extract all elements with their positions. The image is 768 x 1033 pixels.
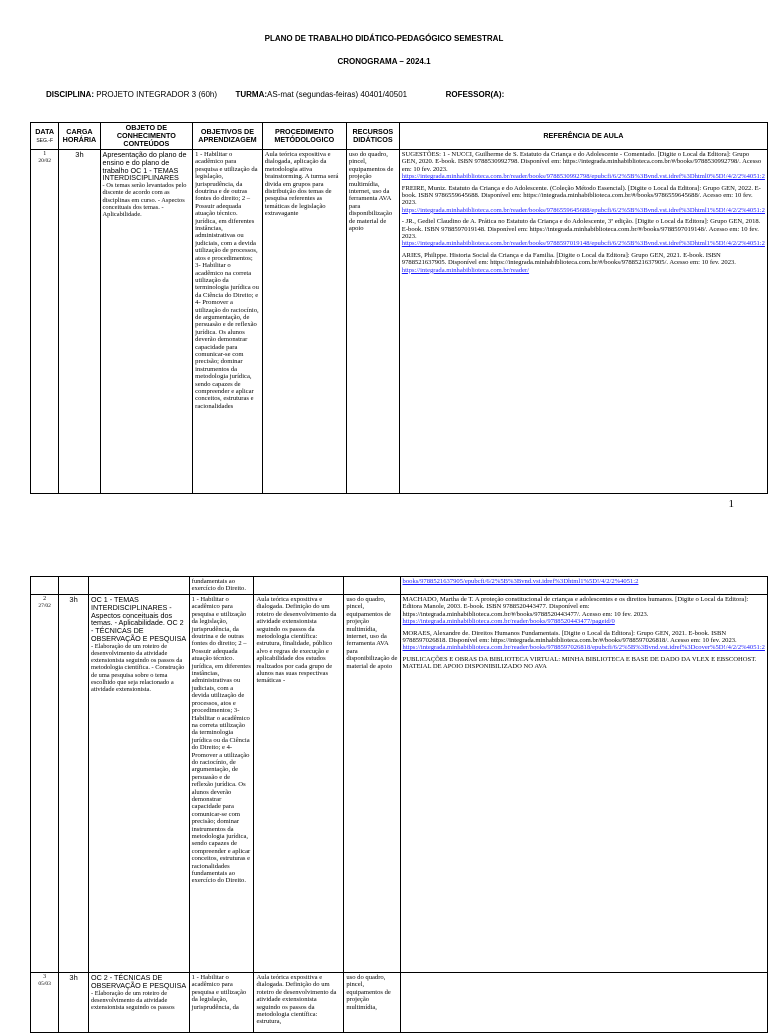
page-number: 1 <box>728 498 734 510</box>
objeto-cell: OC 1 - TEMAS INTERDISCIPLINARES - Aspectos conceituais dos temas. - Aplicabilidade. OC 2 - TÉCNICAS DE OBSERVAÇÃO E PESQUISA - Elaboração de um roteiro de desenvolvimento da atividade extensionista seguindo os passos da metodologia científica. - Construção de uma pesquisa sobre o tema escolhido que seja relacionado a atividade extensionista. <box>89 595 190 973</box>
document-subtitle: CRONOGRAMA – 2024.1 <box>337 57 431 66</box>
recursos-cell: uso do quadro, pincel, equipamentos de projeção multimídia, <box>344 973 400 1033</box>
date-cell: 1 20/02 <box>31 150 59 494</box>
reference-link[interactable]: books/9788521637905/epubcfi/6/2%5B%3Bvnd.vst.idref%3Dhtml1%5D!/4/2/2%4051:2 <box>402 578 639 585</box>
date-cell: 3 05/03 <box>31 973 59 1033</box>
turma-label: TURMA: <box>235 90 268 99</box>
col-data-header: DATA SEG.-F <box>31 123 59 150</box>
disciplina-value: PROJETO INTEGRADOR 3 (60h) <box>96 90 217 99</box>
reference-link[interactable]: https://integrada.minhabiblioteca.com.br/reader/books/9788597019148/epubcfi/6/2%5B%3Bvnd.vst.idref%3Dhtml1%5D!/4/2/2%4051:2 <box>401 240 765 248</box>
reference-link[interactable]: https://integrada.minhabiblioteca.com.br/reader/books/9788597026818/epubcfi/6/2%5B%3Bvnd.vst.idref%3Dcover%5D!/4/2/2%4051:2 <box>402 644 765 652</box>
carga-cell: 3h <box>59 973 89 1033</box>
reference-link[interactable]: https://integrada.minhabiblioteca.com.br/reader/books/9786559645688/epubcfi/6/2%5B%3Bvnd.vst.idref%3Dhtml1%5D!/4/2/2%4051:2 <box>401 206 765 214</box>
table-row-continuation <box>31 577 768 595</box>
turma-value: AS-mat (segundas-feiras) 40401/40501 <box>267 90 408 99</box>
col-referencia-header: REFERÊNCIA DE AULA <box>399 123 767 150</box>
referencia-cell: SUGESTÕES: 1 - NUCCI, Guilherme de S. Estatuto da Criança e do Adolescente - Comentado. [Digite o Local da Editora]: Grupo GEN, 2020. E-book. ISBN 9788530992798. Disponível em: https://integrada.minhabiblioteca.com.br/#/books/9788530992798/. Acesso em: 10 fev. 2023. https://integrada.minhabiblioteca.com.br/reader/books/9788530992798/epubcfi/6/2%5B%3Bvnd.vst.idref%3Dhtml0%5D!/4/2/2%4051:2 FREIRE, Muniz. Estatuto da Criança e do Adolescente. (Coleção Método Essencial). [Digite o Local da Editora]: Grupo GEN, 2022. E-book. ISBN 9786559645688. Disponível em: https://integrada.minhabiblioteca.com.br/#/books/9786559645688/. Acesso em: 10 fev. 2023. https://integrada.minhabiblioteca.com.br/reader/books/9786559645688/epubcfi/6/2%5B%3Bvnd.vst.idref%3Dhtml1%5D!/4/2/2%4051:2 - JR., Gediel Claudino de A. Prática no Estatuto da Criança e do Adolescente, 3ª edição. [Digite o Local da Editora]: Grupo GEN, 2018. E-book. ISBN 9788597019148. Disponível em: https://integrada.minhabiblioteca.com.br/#/books/9788597019148/. Acesso em: 10 fev. 2023. https://integrada.minhabiblioteca.com.br/reader/books/9788597019148/epubcfi/6/2%5B%3Bvnd.vst.idref%3Dhtml1%5D!/4/2/2%4051:2 ARIES, Philippe. Historia Social da Criança e da Familia. [Digite o Local da Editora]: Grupo GEN, 2021. E-book. ISBN 9788521637905. Disponível em: https://integrada.minhabiblioteca.com.br/#/books/9788521637905/. Acesso em: 10 fev. 2023. https://integrada.minhabiblioteca.com.br/reader/ <box>399 150 767 494</box>
procedimento-cell: Aula teórica expositiva e dialogada, aplicação da metodologia ativa brainstorming. A turma será divida em grupos para distribuição dos temas de pesquisa referentes as temáticas de legislação extravagante <box>262 150 346 494</box>
table-row <box>31 150 768 494</box>
disciplina-label: DISCIPLINA: <box>46 90 94 99</box>
col-procedimento-header: PROCEDIMENTO METÓDOLOGICO <box>262 123 346 150</box>
schedule-table-page1 <box>30 122 768 494</box>
col-objeto-header: OBJETO DE CONHECIMENTO CONTEÚDOS <box>100 123 193 150</box>
col-carga-header: CARGA HORÁRIA <box>59 123 100 150</box>
referencia-tail <box>400 577 767 595</box>
meta-line <box>46 90 504 99</box>
objetivos-cell: 1 - Habilitar o acadêmico para pesquisa e utilização da legislação, jurisprudência, da doutrina e de outras fontes do direito; 2 – Possuir adequada atuação técnico. jurídica, em diferentes instâncias, administrativas ou judiciais, com a devida utilização de processos, atos e procedimentos; 3- Habilitar o acadêmico na correta utilização da terminologia jurídica ou da Ciência do Direito; e 4- Promover a utilização do raciocínio, de argumentação, de persuasão e de reflexão jurídica. Os alunos deverão demonstrar capacidade para comunicar-se com precisão; dominar instrumentos da metodologia jurídica, sendo capazes de compreender e aplicar conceitos, estruturas e racionalidades <box>193 150 263 494</box>
recursos-cell: uso do quadro, pincel, equipamentos de projeção multimídia, internet, uso da ferramenta AVA para disponibilização de material de apoio <box>344 595 400 973</box>
referencia-cell: MACHADO, Martha de T. A proteção constitucional de crianças e adolescentes e os direitos humanos. [Digite o Local da Editora]: Editora Manole, 2003. E-book. ISBN 9788520443477. Disponível em: https://integrada.minhabiblioteca.com.br/#/books/9788520443477/. Acesso em: 10 fev. 2023. https://integrada.minhabiblioteca.com.br/reader/books/9788520443477/pageid/0 MORAES, Alexandre de. Direitos Humanos Fundamentais. [Digite o Local da Editora]: Grupo GEN, 2021. E-book. ISBN 9788597026818. Disponível em: https://integrada.minhabiblioteca.com.br/#/books/9788597026818/. Acesso em: 10 fev. 2023. https://integrada.minhabiblioteca.com.br/reader/books/9788597026818/epubcfi/6/2%5B%3Bvnd.vst.idref%3Dcover%5D!/4/2/2%4051:2 PUBLICAÇÕES E OBRAS DA BIBLIOTECA VIRTUAL: MINHA BIBLIOTECA E BASE DE DADO DA VLEX E EBSCOHOST. MATEIAL DE APOIO DISPONIBILIZADO NO AVA <box>400 595 767 973</box>
objetivos-tail: fundamentais ao exercício do Direito. <box>189 577 254 595</box>
reference-link[interactable]: https://integrada.minhabiblioteca.com.br/reader/books/9788520443477/pageid/0 <box>402 618 615 626</box>
carga-cell: 3h <box>59 595 89 973</box>
procedimento-cell: Aula teórica expositiva e dialogada. Definição do um roteiro de desenvolvimento da atividade extensionista seguindo os passos da metodologia científica: estrutura, finalidade, público alvo e regras de execução e aplicabilidade dos estudos realizados por cada grupo de alunos nas suas respectivas temáticas - <box>254 595 344 973</box>
objetivos-cell: 1 - Habilitar o acadêmico para pesquisa e utilização da legislação, jurisprudência, da doutrina e de outras fontes do direito; 2 – Possuir adequada atuação técnico. jurídica, em diferentes instâncias, administrativas ou judiciais, com a devida utilização de processos, atos e procedimentos; 3- Habilitar o acadêmico na correta utilização da terminologia jurídica ou da Ciência do Direito; e 4- Promover a utilização do raciocínio, de argumentação, de persuasão e de reflexão jurídica. Os alunos deverão demonstrar capacidade para comunicar-se com precisão; dominar instrumentos da metodologia jurídica, sendo capazes de compreender e aplicar conceitos, estruturas e racionalidades fundamentais ao exercício do Direito. <box>189 595 254 973</box>
schedule-table-page2 <box>30 576 768 1033</box>
reference-link[interactable]: https://integrada.minhabiblioteca.com.br/reader/books/9788530992798/epubcfi/6/2%5B%3Bvnd.vst.idref%3Dhtml0%5D!/4/2/2%4051:2 <box>401 173 765 181</box>
document-title: PLANO DE TRABALHO DIDÁTICO-PEDAGÓGICO SEMESTRAL <box>264 34 504 43</box>
objeto-cell: OC 2 - TÉCNICAS DE OBSERVAÇÃO E PESQUISA - Elaboração de um roteiro de desenvolvimento da atividade extensionista seguindo os passos <box>89 973 190 1033</box>
recursos-cell: uso do quadro, pincel, equipamentos de projeção multimídia, internet, uso da ferramenta AVA para disponibilização de material de apoio <box>346 150 399 494</box>
objeto-cell: Apresentação do plano de ensino e do plano de trabalho OC 1 - TEMAS INTERDISCIPLINARES - Os temas serão levantados pelo discente de acordo com as disciplinas em curso. - Aspectos conceituais dos temas. - Aplicabilidade. <box>100 150 193 494</box>
col-recursos-header: RECURSOS DIDÁTICOS <box>346 123 399 150</box>
reference-link[interactable]: https://integrada.minhabiblioteca.com.br/reader/ <box>401 266 530 274</box>
date-cell: 2 27/02 <box>31 595 59 973</box>
objetivos-cell: 1 - Habilitar o acadêmico para pesquisa e utilização da legislação, jurisprudência, da <box>189 973 254 1033</box>
col-objetivos-header: OBJETIVOS DE APRENDIZAGEM <box>193 123 263 150</box>
professor-label: ROFESSOR(A): <box>445 90 505 99</box>
table-header-row <box>31 123 768 150</box>
carga-cell: 3h <box>59 150 100 494</box>
procedimento-cell: Aula teórica expositiva e dialogada. Definição do um roteiro de desenvolvimento da atividade extensionista seguindo os passos da metodologia científica: estrutura, <box>254 973 344 1033</box>
table-row <box>31 595 768 973</box>
